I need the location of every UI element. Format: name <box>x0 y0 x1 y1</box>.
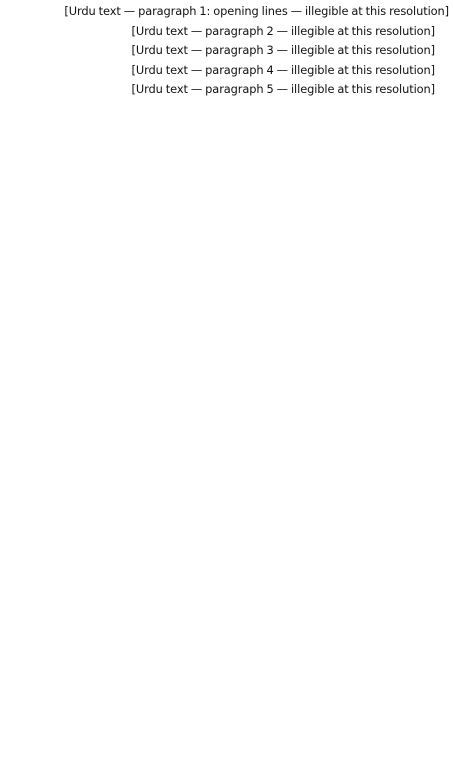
article-paragraph-1: [Urdu text — paragraph 1: opening lines — illegible at this resolution] <box>64 4 449 18</box>
article-paragraph-3: [Urdu text — paragraph 3 — illegible at this resolution] <box>131 43 435 58</box>
article-paragraph-5: [Urdu text — paragraph 5 — illegible at this resolution] <box>131 82 435 97</box>
article-paragraph-2: [Urdu text — paragraph 2 — illegible at this resolution] <box>131 23 435 38</box>
article-paragraph-4: [Urdu text — paragraph 4 — illegible at this resolution] <box>131 62 435 77</box>
